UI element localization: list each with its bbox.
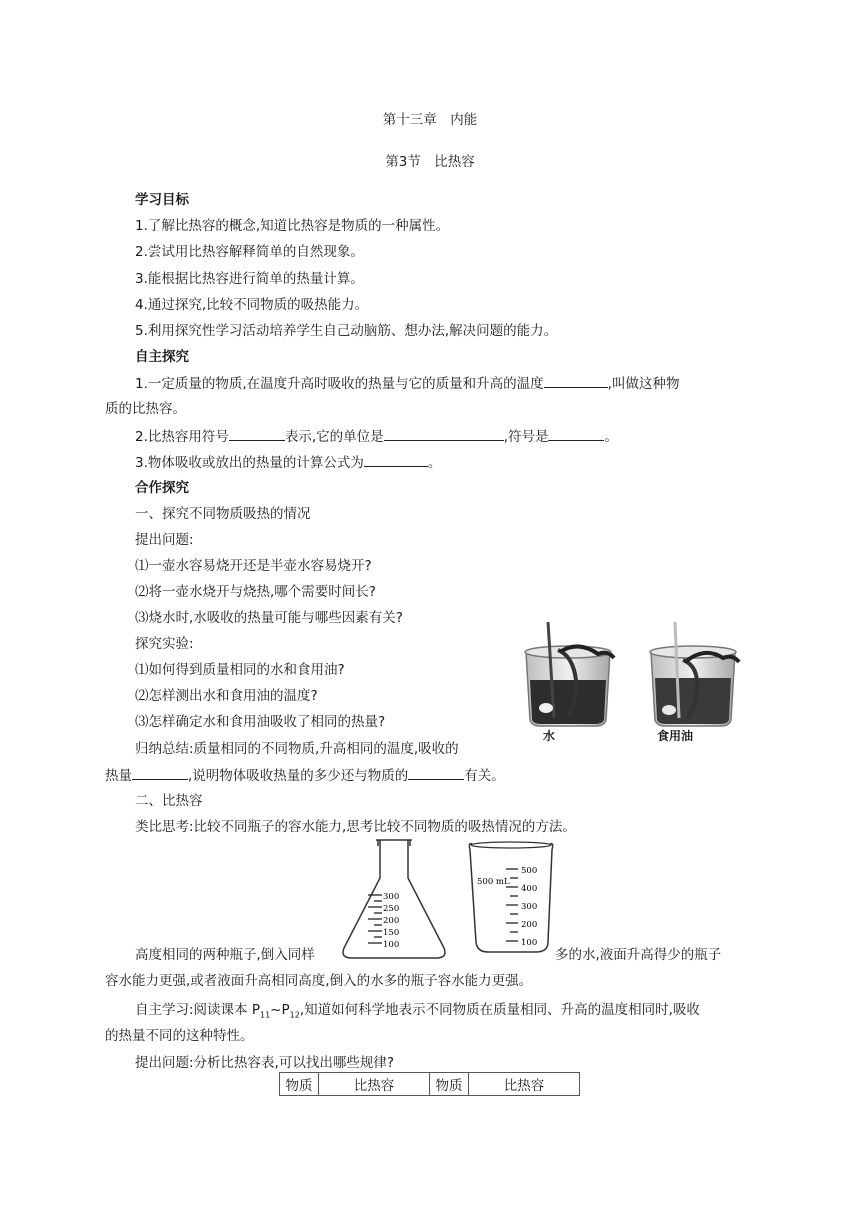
- experiment-label: 探究实验:: [135, 636, 194, 652]
- self-study-q2: 2.比热容用符号 表示,它的单位是 ,符号是 。: [135, 426, 618, 447]
- self-reading-line2: 的热量不同的这种特性。: [105, 1028, 254, 1044]
- chapter-title: 第十三章 内能: [382, 112, 478, 128]
- self-study-q1: 1.一定质量的物质,在温度升高时吸收的热量与它的质量和升高的温度 ,叫做这种物: [135, 373, 679, 394]
- table-header-cell: 物质: [430, 1073, 469, 1096]
- self-study-heading: 自主探究: [135, 349, 189, 365]
- coop-heading: 合作探究: [135, 480, 189, 496]
- goal-item: 5.利用探究性学习活动培养学生自己动脑筋、想办法,解决问题的能力。: [135, 323, 558, 339]
- blank[interactable]: [229, 426, 285, 441]
- table-row: [280, 1073, 580, 1096]
- question-item: ⑶烧水时,水吸收的热量可能与哪些因素有关?: [135, 610, 403, 626]
- beaker-tick: 500: [521, 866, 538, 876]
- self-reading-line1: 自主学习:阅读课本 $P_{11}\sim P_{12}$,知道如何科学地表示不同物质在质量相同、升高的温度相同时,吸收: [135, 1002, 700, 1020]
- flask-tick: 100: [383, 940, 400, 950]
- flask-tick: 300: [383, 892, 400, 902]
- blank[interactable]: [548, 426, 604, 441]
- flask-tick: 200: [383, 916, 400, 926]
- oil-beaker-illustration: [645, 620, 745, 728]
- experiment-question: ⑴如何得到质量相同的水和食用油?: [135, 662, 345, 678]
- goal-item: 2.尝试用比热容解释简单的自然现象。: [135, 244, 364, 260]
- experiment-question: ⑵怎样测出水和食用油的温度?: [135, 688, 318, 704]
- bottle-text-b: 多的水,液面升高得少的瓶子: [555, 947, 722, 963]
- flask-tick: 250: [383, 904, 400, 914]
- part1-title: 一、探究不同物质吸热的情况: [135, 506, 311, 522]
- blank[interactable]: [364, 452, 428, 467]
- water-label: 水: [543, 729, 556, 743]
- goal-item: 4.通过探究,比较不同物质的吸热能力。: [135, 297, 369, 313]
- section-title: 第3节 比热容: [385, 154, 475, 170]
- question-item: ⑴一壶水容易烧开还是半壶水容易烧开?: [135, 558, 372, 574]
- blank[interactable]: [408, 765, 464, 780]
- part2-title: 二、比热容: [135, 793, 203, 809]
- summary-line1: 归纳总结:质量相同的不同物质,升高相同的温度,吸收的: [135, 741, 459, 757]
- table-header-cell: 比热容: [469, 1073, 580, 1096]
- bottle-text-a: 高度相同的两种瓶子,倒入同样: [135, 947, 315, 963]
- self-study-q3: 3.物体吸收或放出的热量的计算公式为 。: [135, 452, 441, 473]
- conical-flask-illustration: [338, 838, 450, 962]
- summary-line2: 热量 ,说明物体吸收热量的多少还与物质的 有关。: [105, 765, 505, 786]
- water-beaker-illustration: [518, 620, 618, 728]
- experiment-question: ⑶怎样确定水和食用油吸收了相同的热量?: [135, 714, 386, 730]
- analysis-question: 提出问题:分析比热容表,可以找出哪些规律?: [135, 1055, 395, 1071]
- question-item: ⑵将一壶水烧开与烧热,哪个需要时间长?: [135, 584, 376, 600]
- self-study-q1-cont: 质的比热容。: [105, 401, 186, 417]
- blank[interactable]: [132, 765, 188, 780]
- beaker-volume-label: 500 mL: [477, 877, 510, 887]
- analogy-text: 类比思考:比较不同瓶子的容水能力,思考比较不同物质的吸热情况的方法。: [135, 819, 576, 835]
- bottle-text-c: 容水能力更强,或者液面升高相同高度,倒入的水多的瓶子容水能力更强。: [105, 973, 533, 989]
- beaker-tick: 100: [521, 938, 538, 948]
- table-header-cell: 物质: [280, 1073, 319, 1096]
- table-header-cell: 比热容: [319, 1073, 430, 1096]
- raise-question-label: 提出问题:: [135, 532, 194, 548]
- oil-label: 食用油: [657, 729, 694, 743]
- beaker-tick: 300: [521, 902, 538, 912]
- graduated-beaker-illustration: [466, 838, 558, 956]
- beaker-tick: 200: [521, 920, 538, 930]
- specific-heat-table: [279, 1072, 580, 1096]
- goal-item: 1.了解比热容的概念,知道比热容是物质的一种属性。: [135, 218, 450, 234]
- blank[interactable]: [544, 373, 608, 388]
- flask-tick: 150: [383, 928, 400, 938]
- goal-item: 3.能根据比热容进行简单的热量计算。: [135, 271, 364, 287]
- beaker-tick: 400: [521, 884, 538, 894]
- blank[interactable]: [384, 426, 504, 441]
- goals-heading: 学习目标: [135, 192, 189, 208]
